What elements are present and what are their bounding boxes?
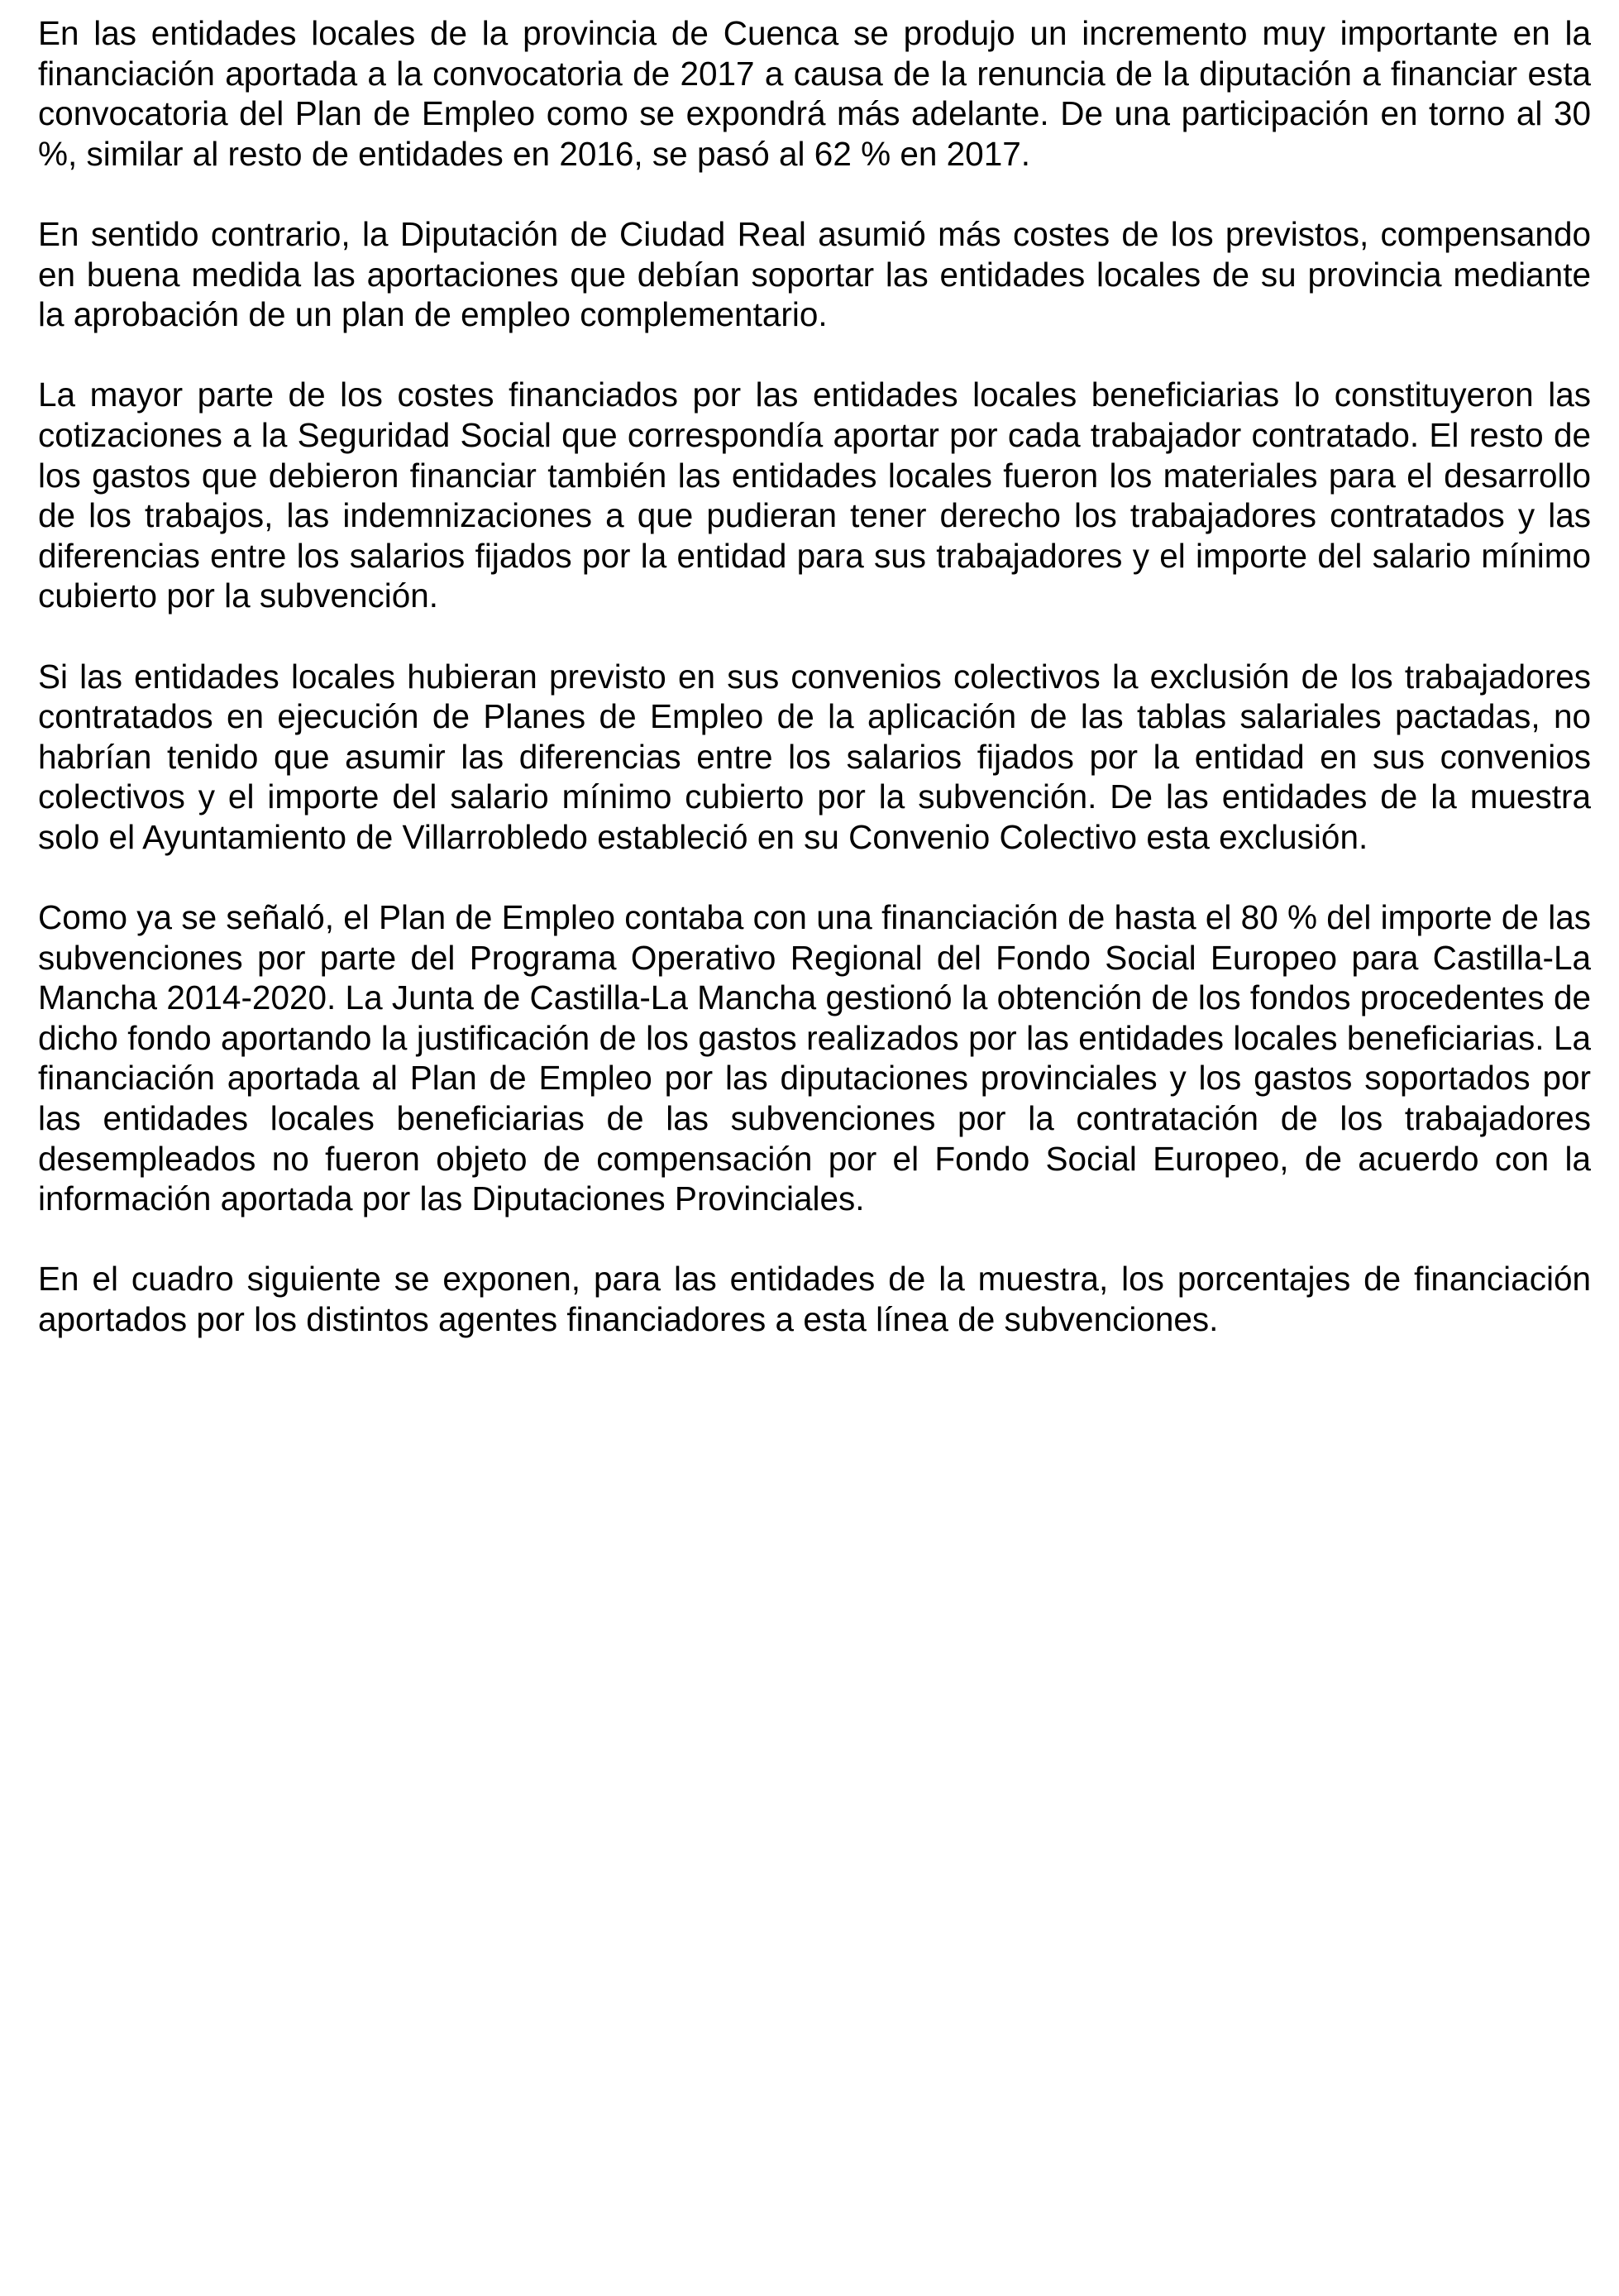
paragraph-european-social-fund: Como ya se señaló, el Plan de Empleo contaba con una financiación de hasta el 80 % del importe de las subvenciones por parte del Programa Operativo Regional del Fondo Social Europeo para Castilla-La Mancha 2014-2020. La Junta de Castilla-La Mancha gestionó la obtención de los fondos procedentes de dicho fondo aportando la justificación de los gastos realizados por las entidades locales beneficiarias. La financiación aportada al Plan de Empleo por las diputaciones provinciales y los gastos soportados por las entidades locales beneficiarias de las subvenciones por la contratación de los trabajadores desempleados no fueron objeto de compensación por el Fondo Social Europeo, de acuerdo con la información aportada por las Diputaciones Provinciales.: [38, 898, 1591, 1218]
paragraph-table-intro: En el cuadro siguiente se exponen, para las entidades de la muestra, los porcentajes de financiación aportados por los distintos agentes financiadores a esta línea de subvenciones.: [38, 1260, 1591, 1338]
paragraph-collective-agreements: Si las entidades locales hubieran previsto en sus convenios colectivos la exclusión de los trabajadores contratados en ejecución de Planes de Empleo de la aplicación de las tablas salariales pactadas, no habrían tenido que asumir las diferencias entre los salarios fijados por la entidad en sus convenios colectivos y el importe del salario mínimo cubierto por la subvención. De las entidades de la muestra solo el Ayuntamiento de Villarrobledo estableció en su Convenio Colectivo esta exclusión.: [38, 657, 1591, 856]
paragraph-local-costs: La mayor parte de los costes financiados por las entidades locales beneficiarias lo constituyeron las cotizaciones a la Seguridad Social que correspondía aportar por cada trabajador contratado. El resto de los gastos que debieron financiar también las entidades locales fueron los materiales para el desarrollo de los trabajos, las indemnizaciones a que pudieran tener derecho los trabajadores contratados y las diferencias entre los salarios fijados por la entidad para sus trabajadores y el importe del salario mínimo cubierto por la subvención.: [38, 375, 1591, 615]
paragraph-cuenca-financing: En las entidades locales de la provincia de Cuenca se produjo un incremento muy importante en la financiación aportada a la convocatoria de 2017 a causa de la renuncia de la diputación a financiar esta convocatoria del Plan de Empleo como se expondrá más adelante. De una participación en torno al 30 %, similar al resto de entidades en 2016, se pasó al 62 % en 2017.: [38, 14, 1591, 173]
paragraph-ciudad-real: En sentido contrario, la Diputación de Ciudad Real asumió más costes de los previstos, compensando en buena medida las aportaciones que debían soportar las entidades locales de su provincia mediante la aprobación de un plan de empleo complementario.: [38, 214, 1591, 334]
document-body: [38, 13, 1591, 1380]
